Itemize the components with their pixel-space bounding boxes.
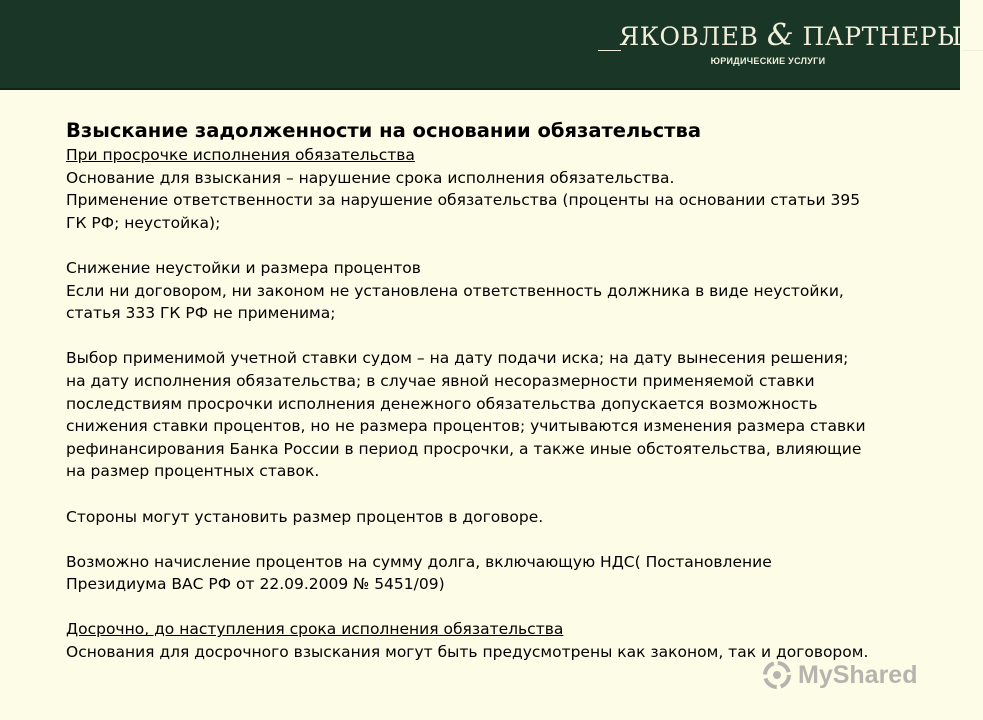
brand-ampersand: &	[766, 18, 795, 53]
myshared-logo-icon	[762, 660, 792, 690]
text-line: Применение ответственности за нарушение обязательства (проценты на основании статьи 395	[66, 191, 861, 210]
watermark-text: MyShared	[798, 660, 918, 689]
section-heading: Досрочно, до наступления срока исполнения обязательства	[66, 620, 564, 639]
text-line: рефинансирования Банка России в период просрочки, а также иные обстоятельства, влияющие	[66, 439, 862, 458]
text-line: Выбор применимой учетной ставки судом – на дату подачи иска; на дату вынесения решения;	[66, 349, 849, 368]
brand-name-right: ПАРТНЕРЫ	[802, 22, 963, 51]
text-line: на дату исполнения обязательства; в случае явной несоразмерности применяемой ставки	[66, 371, 815, 390]
text-line: Если ни договором, ни законом не установлена ответственность должника в виде неустойки,	[66, 281, 844, 300]
header-bar	[0, 0, 983, 90]
brand-subtitle: ЮРИДИЧЕСКИЕ УСЛУГИ	[710, 56, 826, 66]
slide-title: Взыскание задолженности на основании обязательства	[66, 119, 701, 142]
text-line: снижения ставки процентов, но не размера процентов; учитываются изменения размера ставки	[66, 417, 866, 436]
brand-name: __ЯКОВЛЕВ & ПАРТНЕРЫ__	[598, 18, 983, 53]
section-heading: При просрочке исполнения обязательства	[66, 146, 415, 164]
slide-content	[66, 118, 936, 664]
brand-logo	[598, 18, 983, 66]
text-line: Снижение неустойки и размера процентов	[66, 258, 421, 277]
text-line: Президиума ВАС РФ от 22.09.2009 № 5451/09)	[66, 575, 445, 594]
text-line: Основание для взыскания – нарушение срока исполнения обязательства.	[66, 168, 675, 187]
text-line: Основания для досрочного взыскания могут быть предусмотрены как законом, так и договором.	[66, 643, 869, 662]
text-line: на размер процентных ставок.	[66, 462, 320, 481]
text-line: Стороны могут установить размер процентов в договоре.	[66, 507, 544, 526]
text-line: статья 333 ГК РФ не применима;	[66, 304, 336, 323]
text-line: Возможно начисление процентов на сумму долга, включающую НДС( Постановление	[66, 552, 772, 571]
text-line: последствиям просрочки исполнения денежного обязательства допускается возможность	[66, 394, 818, 413]
brand-name-left: ЯКОВЛЕВ	[619, 22, 759, 51]
text-line: ГК РФ; неустойка);	[66, 213, 221, 232]
watermark	[762, 660, 917, 690]
